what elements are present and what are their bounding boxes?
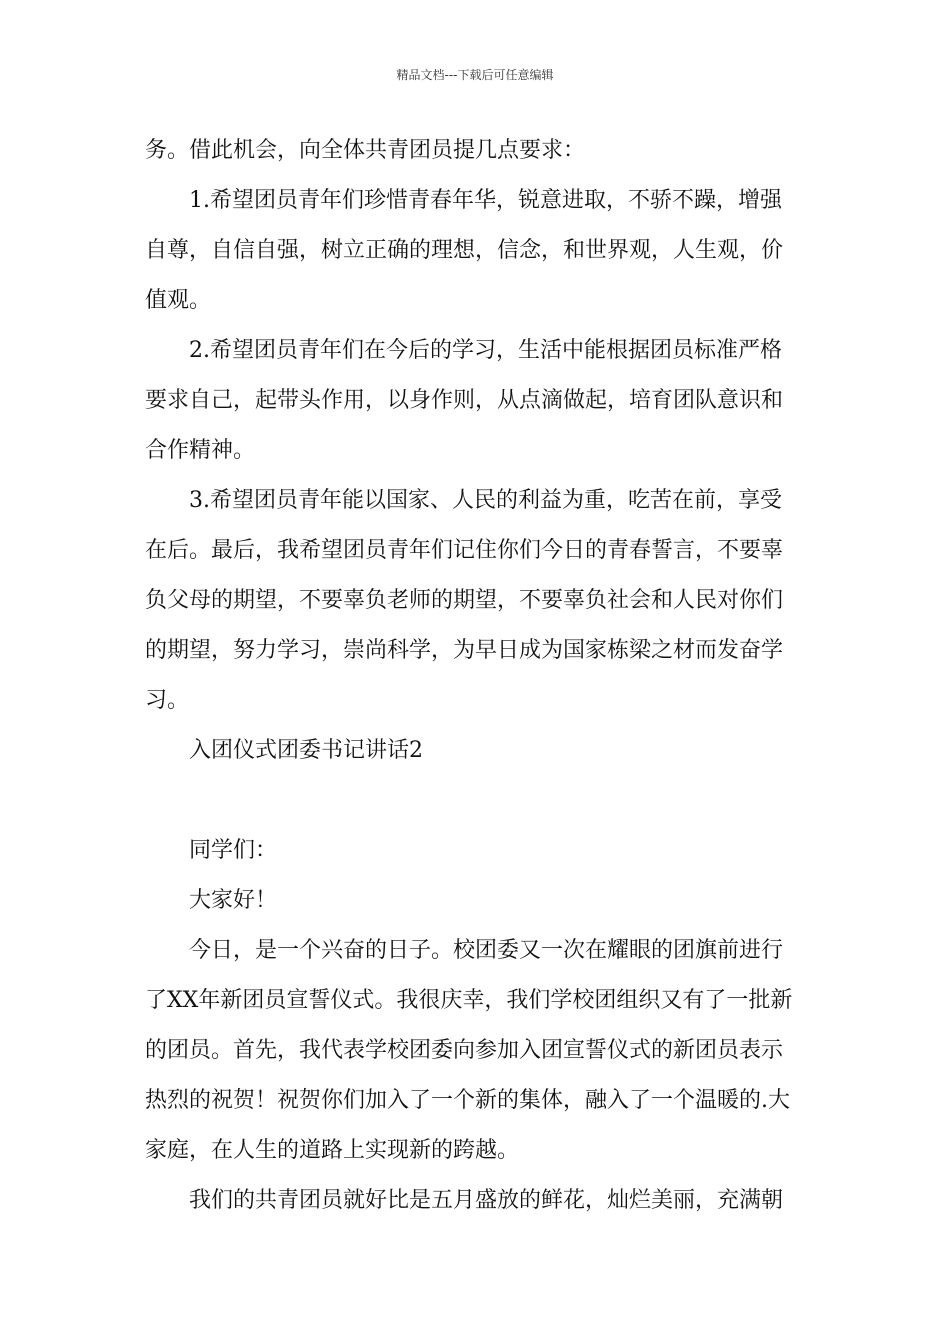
paragraph-line: 值观。 xyxy=(145,288,212,313)
page-header: 精品文档---下载后可任意编辑 xyxy=(396,68,554,82)
paragraph-line: 要求自己，起带头作用，以身作则，从点滴做起，培育团队意识和 xyxy=(145,388,784,413)
paragraph-line: 自尊，自信自强，树立正确的理想，信念，和世界观，人生观，价 xyxy=(145,238,784,263)
paragraph-line: 了XX年新团员宣誓仪式。我很庆幸，我们学校团组织又有了一批新 xyxy=(145,988,793,1013)
paragraph-line: 的团员。首先，我代表学校团委向参加入团宣誓仪式的新团员表示 xyxy=(145,1038,784,1063)
document-body xyxy=(145,129,807,1229)
paragraph-line: 1.希望团员青年们珍惜青春年华，锐意进取，不骄不躁，增强 xyxy=(189,188,782,213)
paragraph-line: 习。 xyxy=(145,688,190,713)
paragraph-line: 的期望，努力学习，崇尚科学，为早日成为国家栋梁之材而发奋学 xyxy=(145,638,784,663)
paragraph-line: 3.希望团员青年能以国家、人民的利益为重，吃苦在前，享受 xyxy=(189,488,782,513)
paragraph-line: 2.希望团员青年们在今后的学习，生活中能根据团员标准严格 xyxy=(189,338,782,363)
paragraph-line: 负父母的期望，不要辜负老师的期望，不要辜负社会和人民对你们 xyxy=(145,588,784,613)
paragraph-line: 今日，是一个兴奋的日子。校团委又一次在耀眼的团旗前进行 xyxy=(189,938,784,963)
paragraph-line: 务。借此机会，向全体共青团员提几点要求： xyxy=(145,138,586,163)
paragraph-line: 在后。最后，我希望团员青年们记住你们今日的青春誓言，不要辜 xyxy=(145,538,784,563)
paragraph-line: 我们的共青团员就好比是五月盛放的鲜花，灿烂美丽，充满朝 xyxy=(189,1188,784,1213)
paragraph-line: 合作精神。 xyxy=(145,438,256,463)
paragraph-line: 家庭，在人生的道路上实现新的跨越。 xyxy=(145,1138,520,1163)
paragraph-line: 热烈的祝贺！祝贺你们加入了一个新的集体，融入了一个温暖的.大 xyxy=(145,1088,790,1113)
salutation: 同学们： xyxy=(189,838,278,863)
greeting: 大家好！ xyxy=(189,888,278,913)
section-title: 入团仪式团委书记讲话2 xyxy=(189,738,423,763)
blank-line xyxy=(145,779,807,829)
